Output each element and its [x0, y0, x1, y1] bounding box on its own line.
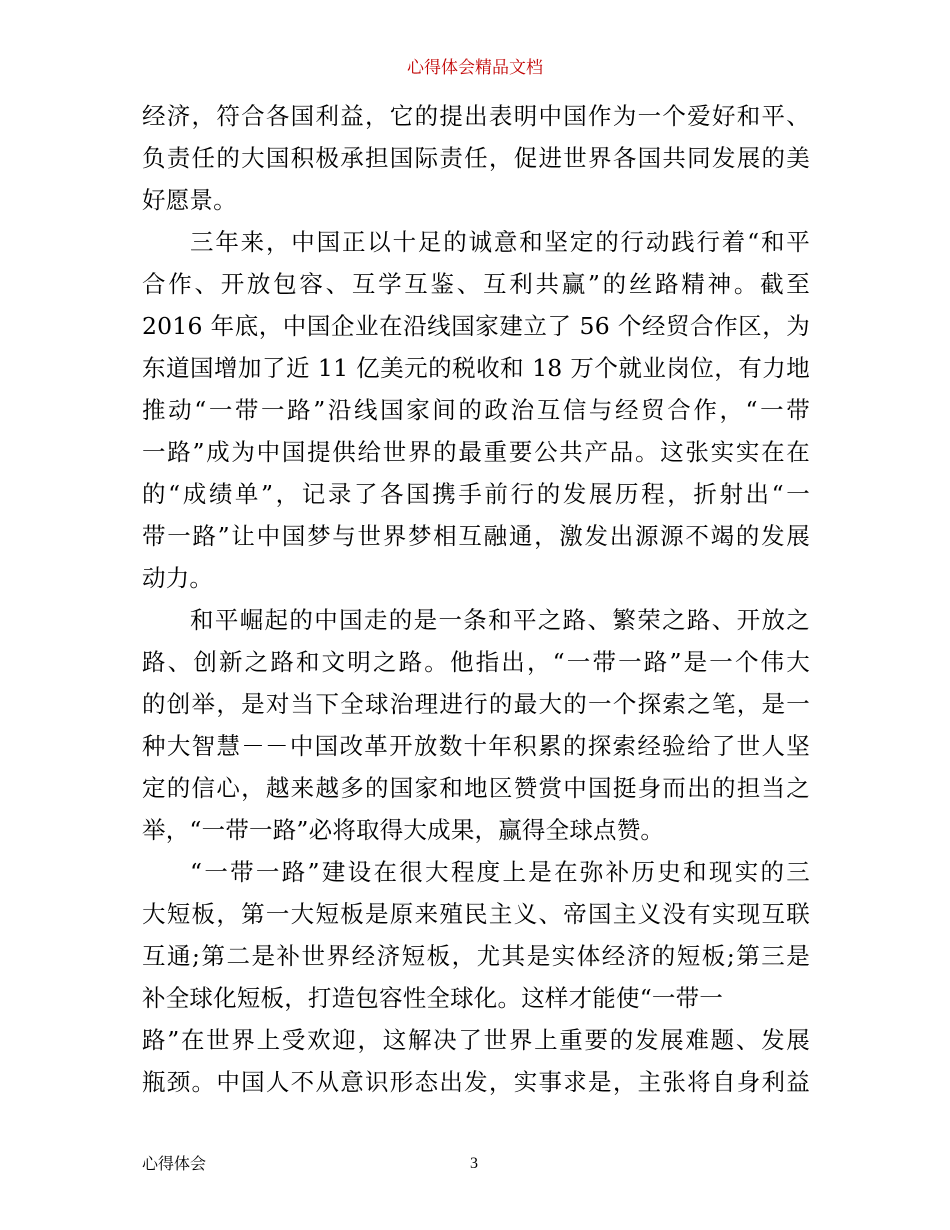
document-footer	[0, 1152, 950, 1176]
text-line: 瓶颈。中国人不从意识形态出发，实事求是，主张将自身利益	[142, 1068, 810, 1096]
text-line: 大短板，第一大短板是原来殖民主义、帝国主义没有实现互联	[142, 900, 810, 928]
text-line: 一路”成为中国提供给世界的最重要公共产品。这张实实在在	[142, 438, 810, 466]
page-number: 3	[470, 1155, 478, 1172]
document-body	[142, 95, 810, 1103]
text-line: 定的信心，越来越多的国家和地区赞赏中国挺身而出的担当之	[142, 774, 810, 802]
paragraph	[142, 221, 810, 599]
text-line: 的“成绩单”，记录了各国携手前行的发展历程，折射出“一	[142, 480, 810, 508]
document-header-title: 心得体会精品文档	[407, 58, 543, 78]
text-line: 举，“一带一路”必将取得大成果，赢得全球点赞。	[142, 816, 665, 844]
text-line: 路、创新之路和文明之路。他指出，“一带一路”是一个伟大	[142, 648, 810, 676]
text-line: 的创举，是对当下全球治理进行的最大的一个探索之笔，是一	[142, 690, 810, 718]
text-line: 三年来，中国正以十足的诚意和坚定的行动践行着“和平	[190, 228, 810, 256]
text-line: 负责任的大国积极承担国际责任，促进世界各国共同发展的美	[142, 144, 810, 172]
footer-label: 心得体会	[142, 1154, 207, 1173]
paragraph	[142, 95, 810, 221]
text-line: 补全球化短板，打造包容性全球化。这样才能使“一带一	[142, 984, 724, 1012]
text-line: 动力。	[142, 564, 214, 592]
text-line: 2016 年底，中国企业在沿线国家建立了 56 个经贸合作区，为	[142, 312, 810, 340]
text-line: 带一路”让中国梦与世界梦相互融通，激发出源源不竭的发展	[142, 522, 810, 550]
paragraph	[142, 599, 810, 851]
text-line: “一带一路”建设在很大程度上是在弥补历史和现实的三	[190, 858, 810, 886]
text-line: 和平崛起的中国走的是一条和平之路、繁荣之路、开放之	[190, 606, 810, 634]
text-line: 推动“一带一路”沿线国家间的政治互信与经贸合作，“一带	[142, 396, 810, 424]
text-line: 路”在世界上受欢迎，这解决了世界上重要的发展难题、发展	[142, 1026, 810, 1054]
text-line: 东道国增加了近 11 亿美元的税收和 18 万个就业岗位，有力地	[142, 354, 810, 382]
text-line: 种大智慧－－中国改革开放数十年积累的探索经验给了世人坚	[142, 732, 810, 760]
text-line: 好愿景。	[142, 186, 237, 214]
text-line: 经济，符合各国利益，它的提出表明中国作为一个爱好和平、	[142, 102, 810, 130]
text-line: 互通;第二是补世界经济短板，尤其是实体经济的短板;第三是	[142, 942, 810, 970]
text-line: 合作、开放包容、互学互鉴、互利共赢”的丝路精神。截至	[142, 270, 810, 298]
paragraph	[142, 851, 810, 1103]
